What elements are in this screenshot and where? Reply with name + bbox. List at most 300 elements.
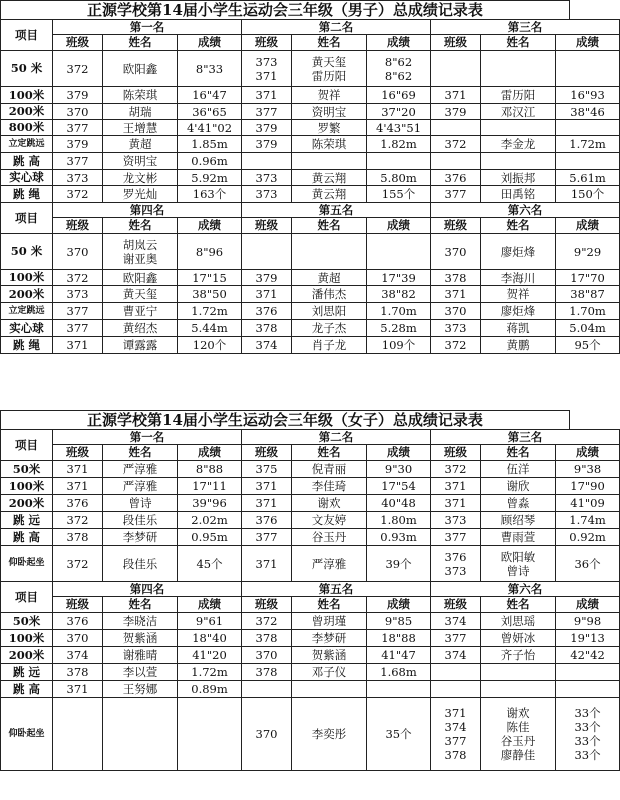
name-line: 段佳乐 (122, 556, 158, 571)
table-row (1, 698, 620, 771)
score-cell (556, 104, 620, 120)
class-cell (242, 478, 292, 495)
score-line: 16"93 (570, 88, 605, 102)
event-name: 50 米 (1, 51, 53, 87)
class-line: 370 (255, 727, 278, 741)
score-cell (367, 186, 431, 203)
score-line: 17"70 (570, 270, 605, 285)
event-name: 800米 (1, 120, 53, 136)
class-cell (242, 698, 292, 771)
class-line: 373 (255, 187, 278, 201)
event-name: 跳 高 (1, 681, 53, 698)
class-cell (242, 529, 292, 546)
name-line: 齐子怡 (500, 648, 536, 662)
class-line: 371 (444, 496, 467, 510)
score-cell (367, 681, 431, 698)
score-cell (556, 286, 620, 303)
class-cell (431, 87, 481, 104)
score-line: 1.80m (380, 513, 417, 527)
class-cell (242, 87, 292, 104)
score-line: 16"47 (192, 88, 227, 102)
class-cell (431, 286, 481, 303)
score-cell (556, 120, 620, 136)
class-cell (242, 512, 292, 529)
class-cell (431, 120, 481, 136)
class-cell (53, 104, 103, 120)
score-line: 1.70m (380, 304, 417, 318)
name-line: 李奕彤 (311, 727, 347, 741)
score-line: 150个 (570, 187, 605, 201)
class-line: 373 (444, 513, 467, 527)
name-cell (292, 170, 367, 186)
name-cell (481, 186, 556, 203)
name-line: 曾诗 (128, 496, 152, 510)
name-cell (292, 51, 367, 87)
name-line: 严淳雅 (122, 462, 158, 476)
name-cell (292, 647, 367, 664)
name-cell (292, 186, 367, 203)
score-line: 5.04m (569, 321, 606, 335)
class-line: 370 (66, 244, 89, 259)
class-line: 372 (444, 338, 467, 352)
table-row (1, 120, 620, 136)
class-line: 372 (444, 462, 467, 476)
class-cell (242, 136, 292, 153)
class-line: 371 (255, 556, 278, 571)
name-line: 李金龙 (500, 137, 536, 151)
class-line: 377 (255, 104, 278, 119)
name-cell (292, 630, 367, 647)
score-line: 39"96 (192, 496, 227, 510)
place-header: 第三名 (431, 20, 620, 35)
score-cell (367, 337, 431, 354)
place-header-row (1, 430, 620, 445)
column-header: 姓名 (292, 35, 367, 51)
score-line: 155个 (381, 187, 416, 201)
class-cell (53, 613, 103, 630)
table-row (1, 286, 620, 303)
score-line: 1.72m (191, 665, 228, 679)
score-cell (556, 153, 620, 170)
score-line: 5.92m (191, 170, 228, 185)
table-row (1, 170, 620, 186)
name-line: 谢雅晴 (122, 648, 158, 662)
name-line: 黄超 (128, 137, 152, 151)
column-header: 姓名 (481, 445, 556, 461)
score-line: 5.28m (380, 321, 417, 335)
score-line: 42"42 (570, 648, 605, 662)
class-cell (431, 51, 481, 87)
class-cell (431, 630, 481, 647)
column-header-row (1, 35, 620, 51)
name-cell (481, 120, 556, 136)
score-line: 33个 (574, 720, 601, 734)
name-line: 段佳乐 (122, 513, 158, 527)
class-cell (431, 664, 481, 681)
table-row (1, 546, 620, 582)
column-header: 成绩 (556, 218, 620, 234)
score-line: 37"20 (381, 104, 416, 119)
column-header: 姓名 (481, 218, 556, 234)
score-cell (178, 153, 242, 170)
score-line: 41"20 (192, 648, 227, 662)
score-line: 1.74m (569, 513, 606, 527)
score-line: 38"50 (192, 287, 227, 301)
class-cell (431, 512, 481, 529)
name-cell (103, 136, 178, 153)
place-header: 第二名 (242, 430, 431, 445)
score-line: 8"62 (384, 68, 413, 83)
score-line: 40"48 (381, 496, 416, 510)
table-row (1, 681, 620, 698)
results-table (0, 19, 620, 354)
class-cell (242, 337, 292, 354)
class-line: 372 (255, 614, 278, 628)
class-cell (431, 186, 481, 203)
event-name: 跳 高 (1, 529, 53, 546)
score-cell (367, 136, 431, 153)
name-cell (481, 681, 556, 698)
column-header: 成绩 (178, 445, 242, 461)
girls-results-sheet (0, 410, 606, 771)
name-line: 黄超 (317, 270, 341, 285)
score-cell (178, 337, 242, 354)
score-cell (178, 664, 242, 681)
class-line: 370 (66, 631, 89, 645)
class-line: 376 (444, 170, 467, 185)
class-cell (242, 320, 292, 337)
name-cell (103, 104, 178, 120)
score-line: 1.68m (380, 665, 417, 679)
score-line: 0.96m (191, 154, 228, 168)
name-cell (292, 136, 367, 153)
column-header: 姓名 (292, 445, 367, 461)
class-line: 377 (444, 734, 467, 748)
name-line: 倪青丽 (311, 462, 347, 476)
name-cell (481, 87, 556, 104)
name-line: 谷玉丹 (500, 734, 536, 748)
score-cell (367, 320, 431, 337)
event-column-header: 项目 (1, 582, 53, 613)
score-line: 33个 (574, 748, 601, 762)
event-name: 实心球 (1, 320, 53, 337)
class-line: 376 (66, 496, 89, 510)
score-line: 4'41"02 (186, 120, 233, 135)
class-line: 371 (255, 287, 278, 301)
score-line: 163个 (192, 187, 227, 201)
class-cell (431, 234, 481, 270)
column-header: 姓名 (292, 218, 367, 234)
score-cell (367, 234, 431, 270)
class-line: 373 (255, 170, 278, 185)
score-cell (367, 170, 431, 186)
name-line: 邓子仪 (311, 665, 347, 679)
table-row (1, 270, 620, 286)
class-line: 373 (444, 563, 467, 578)
score-line: 39个 (385, 556, 412, 571)
name-cell (481, 613, 556, 630)
class-cell (242, 681, 292, 698)
column-header: 成绩 (556, 35, 620, 51)
name-cell (481, 337, 556, 354)
score-cell (556, 337, 620, 354)
class-cell (53, 320, 103, 337)
class-line: 371 (255, 68, 278, 83)
score-cell (367, 698, 431, 771)
name-cell (481, 495, 556, 512)
score-line: 120个 (192, 338, 227, 352)
event-name: 100米 (1, 87, 53, 104)
class-line: 373 (444, 321, 467, 335)
name-cell (481, 478, 556, 495)
table-row (1, 461, 620, 478)
score-line: 17"90 (570, 479, 605, 493)
table-row (1, 87, 620, 104)
class-cell (242, 234, 292, 270)
name-cell (103, 647, 178, 664)
name-cell (103, 87, 178, 104)
class-cell (53, 234, 103, 270)
column-header: 班级 (242, 597, 292, 613)
class-line: 378 (66, 530, 89, 544)
name-cell (103, 495, 178, 512)
score-line: 9"30 (384, 462, 413, 476)
name-line: 曾诗 (506, 563, 530, 578)
score-line: 9"98 (573, 614, 602, 628)
score-cell (178, 546, 242, 582)
event-name: 200米 (1, 495, 53, 512)
score-cell (556, 647, 620, 664)
class-cell (431, 698, 481, 771)
column-header: 班级 (431, 445, 481, 461)
score-cell (556, 495, 620, 512)
name-line: 贺紫涵 (122, 631, 158, 645)
name-line: 曾妍冰 (500, 631, 536, 645)
class-cell (53, 664, 103, 681)
score-line: 4'43"51 (376, 120, 422, 135)
class-line: 376 (444, 549, 467, 564)
class-cell (431, 170, 481, 186)
score-line: 9"61 (195, 614, 224, 628)
name-line: 曹雨萱 (500, 530, 536, 544)
score-cell (556, 698, 620, 771)
name-cell (292, 698, 367, 771)
column-header: 成绩 (178, 597, 242, 613)
class-cell (53, 478, 103, 495)
score-cell (556, 613, 620, 630)
column-header: 姓名 (292, 597, 367, 613)
name-line: 严淳雅 (311, 556, 347, 571)
score-cell (556, 664, 620, 681)
class-line: 372 (66, 556, 89, 571)
name-cell (481, 546, 556, 582)
class-line: 378 (255, 321, 278, 335)
score-line: 1.72m (191, 304, 228, 318)
name-cell (481, 136, 556, 153)
class-cell (53, 136, 103, 153)
place-header: 第五名 (242, 203, 431, 218)
name-cell (292, 546, 367, 582)
table-row (1, 664, 620, 681)
class-line: 372 (444, 137, 467, 151)
score-line: 38"87 (570, 287, 605, 301)
name-cell (103, 153, 178, 170)
name-line: 谷玉丹 (311, 530, 347, 544)
score-line: 41"47 (381, 648, 416, 662)
class-line: 370 (66, 104, 89, 119)
name-line: 伍洋 (506, 462, 530, 476)
column-header: 班级 (53, 445, 103, 461)
place-header-row (1, 203, 620, 218)
table-row (1, 613, 620, 630)
score-cell (178, 320, 242, 337)
score-cell (367, 286, 431, 303)
score-line: 9"38 (573, 462, 602, 476)
score-line: 5.44m (191, 321, 228, 335)
score-cell (178, 120, 242, 136)
class-line: 371 (66, 338, 89, 352)
class-line: 376 (255, 513, 278, 527)
name-cell (481, 630, 556, 647)
column-header: 姓名 (103, 35, 178, 51)
table-row (1, 234, 620, 270)
results-table (0, 429, 620, 771)
name-cell (292, 120, 367, 136)
class-line: 377 (66, 304, 89, 318)
name-line: 顾绍琴 (500, 513, 536, 527)
name-cell (103, 529, 178, 546)
boys-results-sheet (0, 0, 606, 354)
class-line: 371 (66, 682, 89, 696)
name-line: 王增慧 (122, 120, 158, 135)
class-line: 370 (255, 648, 278, 662)
name-cell (103, 461, 178, 478)
place-header: 第六名 (431, 203, 620, 218)
score-line: 8"62 (384, 54, 413, 69)
name-line: 黄绍杰 (122, 321, 158, 335)
name-line: 谭露露 (122, 338, 158, 352)
score-cell (367, 120, 431, 136)
name-line: 黄天玺 (122, 287, 158, 301)
class-cell (53, 630, 103, 647)
score-line: 36"65 (192, 104, 227, 119)
name-cell (103, 120, 178, 136)
event-name: 实心球 (1, 170, 53, 186)
class-line: 371 (255, 496, 278, 510)
name-cell (103, 664, 178, 681)
table-row (1, 495, 620, 512)
table-row (1, 51, 620, 87)
event-name: 50米 (1, 613, 53, 630)
class-line: 376 (66, 614, 89, 628)
class-cell (431, 104, 481, 120)
column-header: 姓名 (103, 597, 178, 613)
name-line: 资明宝 (122, 154, 158, 168)
score-cell (367, 104, 431, 120)
column-header: 班级 (431, 597, 481, 613)
name-cell (481, 303, 556, 320)
column-header: 成绩 (178, 35, 242, 51)
name-line: 陈佳 (506, 720, 530, 734)
name-cell (103, 303, 178, 320)
name-cell (481, 104, 556, 120)
place-header: 第三名 (431, 430, 620, 445)
sheet-title: 正源学校第14届小学生运动会三年级（男子）总成绩记录表 (0, 0, 570, 19)
class-cell (53, 87, 103, 104)
name-cell (481, 51, 556, 87)
class-cell (242, 461, 292, 478)
class-line: 372 (66, 61, 89, 76)
class-line: 379 (66, 88, 89, 102)
name-cell (292, 495, 367, 512)
name-cell (103, 478, 178, 495)
table-row (1, 630, 620, 647)
class-cell (242, 495, 292, 512)
name-cell (292, 87, 367, 104)
name-line: 黄云翔 (311, 170, 347, 185)
event-name: 仰卧起坐 (1, 698, 53, 771)
class-cell (53, 153, 103, 170)
class-line: 371 (444, 287, 467, 301)
name-cell (103, 51, 178, 87)
table-row (1, 320, 620, 337)
name-line: 龙子杰 (311, 321, 347, 335)
score-cell (367, 664, 431, 681)
score-cell (556, 320, 620, 337)
score-cell (367, 495, 431, 512)
name-cell (292, 303, 367, 320)
class-cell (431, 613, 481, 630)
class-cell (53, 170, 103, 186)
class-line: 377 (444, 187, 467, 201)
column-header: 班级 (53, 35, 103, 51)
score-cell (367, 630, 431, 647)
name-cell (103, 512, 178, 529)
name-line: 廖静佳 (500, 748, 536, 762)
score-cell (556, 303, 620, 320)
name-line: 田禹铭 (500, 187, 536, 201)
name-cell (103, 286, 178, 303)
name-line: 雷历阳 (311, 68, 347, 83)
class-line: 375 (255, 462, 278, 476)
name-line: 资明宝 (311, 104, 347, 119)
score-line: 41"09 (570, 496, 605, 510)
score-line: 17"11 (192, 479, 227, 493)
name-line: 黄鹏 (506, 338, 530, 352)
class-line: 379 (255, 270, 278, 285)
name-line: 廖炬烽 (500, 304, 536, 318)
score-line: 19"13 (570, 631, 605, 645)
name-line: 文友婷 (311, 513, 347, 527)
class-cell (242, 546, 292, 582)
place-header: 第一名 (53, 430, 242, 445)
score-cell (178, 630, 242, 647)
class-line: 377 (255, 530, 278, 544)
event-name: 仰卧起坐 (1, 546, 53, 582)
class-line: 379 (66, 137, 89, 151)
name-cell (481, 512, 556, 529)
name-cell (481, 461, 556, 478)
score-line: 1.85m (191, 137, 228, 151)
score-cell (178, 104, 242, 120)
event-name: 立定跳远 (1, 303, 53, 320)
class-line: 370 (444, 244, 467, 259)
column-header: 成绩 (367, 35, 431, 51)
score-cell (178, 647, 242, 664)
place-header: 第一名 (53, 20, 242, 35)
name-cell (292, 681, 367, 698)
event-column-header: 项目 (1, 203, 53, 234)
